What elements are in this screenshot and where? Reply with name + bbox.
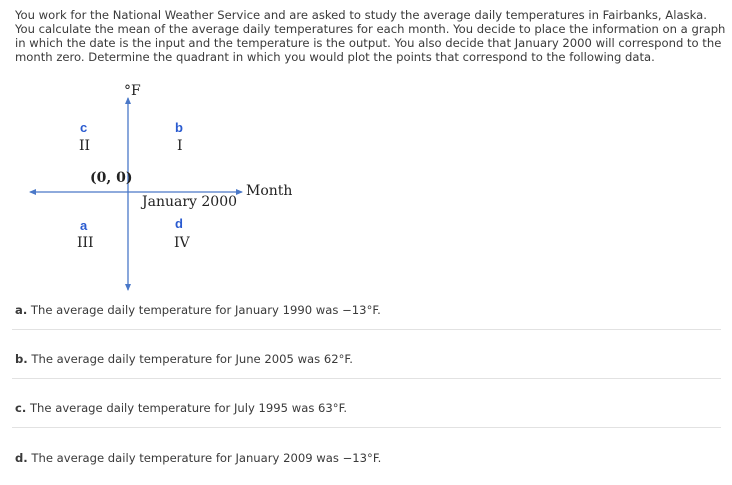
divider: [12, 378, 721, 379]
origin-caption: January 2000: [142, 194, 238, 210]
x-axis-label: Month: [246, 183, 293, 199]
quadrant-iii-letter: a: [80, 218, 88, 233]
question-b: [15, 352, 353, 366]
question-c-text: The average daily temperature for July 1995 was 63°F.: [29, 401, 348, 415]
question-d: [15, 451, 381, 465]
divider: [12, 329, 721, 330]
quadrant-i-letter: b: [175, 120, 183, 135]
question-d-letter: d.: [15, 451, 28, 465]
quadrant-diagram: [0, 80, 320, 295]
quadrant-iii-numeral: III: [77, 235, 94, 251]
quadrant-iv-numeral: IV: [174, 235, 190, 251]
divider: [12, 427, 721, 428]
y-axis-label: °F: [124, 83, 141, 99]
quadrant-iv-letter: d: [175, 216, 183, 231]
origin-label: (0, 0): [90, 170, 133, 186]
problem-statement: You work for the National Weather Service and are asked to study the average daily temperatures in Fairbanks, Alaska. You calculate the mean of the average daily temperatures for each month. You decide to place the information on a graph in which the date is the input and the temperature is the output. You also decide that January 2000 will correspond to the month zero. Determine the quadrant in which you would plot the points that correspond to the following data.: [15, 8, 726, 64]
question-a-letter: a.: [15, 303, 28, 317]
quadrant-ii-numeral: II: [79, 138, 91, 154]
question-d-text: The average daily temperature for January 2009 was −13°F.: [31, 451, 382, 465]
question-c: [15, 401, 347, 415]
question-a-text: The average daily temperature for January 1990 was −13°F.: [30, 303, 381, 317]
question-b-letter: b.: [15, 352, 28, 366]
question-b-text: The average daily temperature for June 2005 was 62°F.: [31, 352, 353, 366]
quadrant-i-numeral: I: [177, 138, 183, 154]
quadrant-ii-letter: c: [80, 120, 88, 135]
question-c-letter: c.: [15, 401, 27, 415]
question-a: [15, 303, 381, 317]
